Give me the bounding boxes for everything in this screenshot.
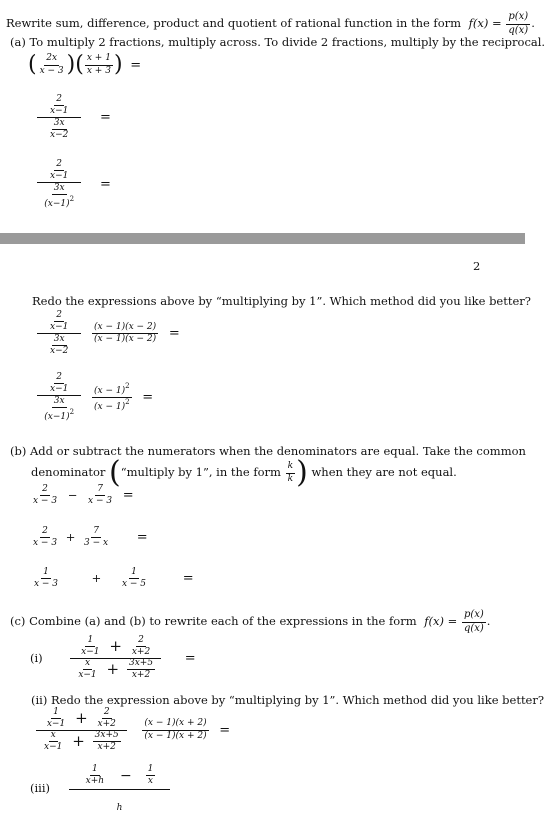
- r2-equals: =: [142, 390, 154, 406]
- a1-fraction-1: $\frac{2x}{x - 3}$: [39, 53, 64, 76]
- part-c-line: (c) Combine (a) and (b) to rewrite each of the expressions in the form f(x) = $\frac{p(x)}{q(x)}$ .: [10, 609, 491, 634]
- a2-complex-fraction: $\frac{\frac{2}{x-1}}{\frac{3x}{x-2}}$: [37, 95, 81, 141]
- intro-form-fraction: [506, 12, 530, 36]
- part-a-expr-1: ( $\frac{2x}{x - 3}$ )( $\frac{x + 1}{x + 3}$ ) =: [28, 52, 142, 77]
- part-a-line: [10, 37, 545, 49]
- c-i-complex-fraction: $\frac{1}{x-1}$ + $\frac{2}{x+2}$ $\frac{x}{x-1}$ + $\frac{3x+5}{x+2}$: [67, 636, 164, 681]
- c-ii-equals: =: [219, 722, 231, 738]
- b2-fraction-1: $\frac{2}{x - 3}$: [33, 526, 58, 549]
- redo-expr-2: [36, 373, 153, 423]
- c-i-equals: =: [184, 650, 196, 666]
- k-over-k-fraction: $\frac{k}{k}$: [287, 461, 294, 484]
- b2-fraction-2: $\frac{7}{3 - x}$: [84, 526, 109, 549]
- intro-form-end: .: [531, 16, 535, 30]
- part-c-text: Combine (a) and (b) to rewrite each of the expressions in the form: [29, 614, 417, 628]
- part-b-line-2: denominator (“multiply by 1”, in the form $\frac{k}{k}$ ) when they are not equal.: [31, 455, 457, 490]
- part-b-text-2a: denominator: [31, 465, 106, 479]
- a3-complex-fraction: $\frac{\frac{2}{x-1}}{\frac{3x}{(x-1)^2}}$: [37, 160, 81, 210]
- b3-operator: +: [91, 571, 102, 586]
- b3-equals: =: [182, 571, 194, 587]
- r2-complex-fraction: $\frac{\frac{2}{x-1}}{\frac{3x}{(x-1)^2}}$: [37, 373, 81, 423]
- b2-operator: +: [65, 530, 76, 545]
- c-ii-complex-fraction: $\frac{1}{x-1}$ + $\frac{2}{x+2}$ $\frac{x}{x-1}$ + $\frac{3x+5}{x+2}$: [33, 708, 130, 753]
- b1-fraction-2: $\frac{7}{x - 3}$: [88, 484, 113, 507]
- part-b-label: (b): [10, 444, 27, 458]
- b3-fraction-2: $\frac{1}{x - 5}$: [121, 567, 147, 590]
- part-b-expr-2: [30, 527, 148, 549]
- r1-equals: =: [168, 326, 180, 342]
- intro-form-num: p(x): [506, 12, 530, 25]
- part-c-ii-text: (ii) Redo the expression above by “multiplying by 1”. Which method did you like better?: [31, 693, 545, 707]
- a3-equals: =: [100, 177, 111, 193]
- part-b-line-1: [10, 446, 526, 458]
- part-b-text-2c: when they are not equal.: [311, 465, 457, 479]
- part-c-label: (c): [10, 614, 26, 628]
- part-c-i: [30, 636, 196, 681]
- redo-expr-1: [36, 311, 180, 357]
- part-c-iii: [30, 765, 171, 813]
- b1-operator: −: [67, 488, 78, 503]
- part-b-text-2b: “multiply by 1”, in the form: [120, 465, 281, 479]
- part-a-text: To multiply 2 fractions, multiply across. To divide 2 fractions, multiply by the reciprocal.: [29, 35, 545, 49]
- b1-equals: =: [122, 488, 134, 504]
- part-b-text-1: Add or subtract the numerators when the denominators are equal. Take the common: [30, 444, 526, 458]
- b3-fraction-1: $\frac{1}{x - 3}$: [33, 567, 59, 590]
- part-c-form-lhs: f(x) =: [424, 614, 458, 628]
- c-iii-label: (iii): [30, 781, 51, 796]
- intro-form-lhs: f(x) =: [468, 16, 502, 30]
- c-i-label: (i): [30, 650, 43, 665]
- a1-equals: =: [130, 57, 142, 73]
- intro-text: Rewrite sum, difference, product and quotient of rational function in the form: [6, 16, 462, 30]
- b1-fraction-1: $\frac{2}{x - 3}$: [33, 484, 58, 507]
- redo-text: Redo the expressions above by “multiplying by 1”. Which method did you like better?: [32, 294, 531, 308]
- r1-multiply-by-one: $\frac{(x - 1)(x - 2)}{(x - 1)(x - 2)}$: [94, 321, 157, 345]
- c-ii-multiply-by-one: $\frac{(x - 1)(x + 2)}{(x - 1)(x + 2)}$: [144, 718, 207, 741]
- intro-line: [6, 12, 535, 36]
- page-separator: [0, 233, 525, 244]
- r1-complex-fraction: $\frac{\frac{2}{x-1}}{\frac{3x}{x-2}}$: [37, 311, 81, 357]
- r2-multiply-by-one: $\frac{(x - 1)^2}{(x - 1)^2}$: [94, 381, 130, 413]
- b2-equals: =: [136, 530, 148, 546]
- part-a-label: (a): [10, 35, 26, 49]
- part-a-expr-2: [36, 95, 111, 141]
- part-b-expr-1: [30, 485, 134, 507]
- page-number: 2: [473, 259, 481, 273]
- a1-fraction-2: $\frac{x + 1}{x + 3}$: [86, 53, 111, 76]
- part-a-expr-3: [36, 160, 111, 210]
- part-c-form-fraction: $\frac{p(x)}{q(x)}$: [463, 609, 484, 634]
- part-b-expr-3: [30, 568, 194, 590]
- part-c-ii: [32, 708, 230, 753]
- c-iii-difference-quotient: $\frac{1}{x+h}$ − $\frac{1}{x}$ h: [69, 765, 171, 813]
- intro-form-den: q(x): [508, 24, 529, 36]
- a2-equals: =: [100, 110, 111, 126]
